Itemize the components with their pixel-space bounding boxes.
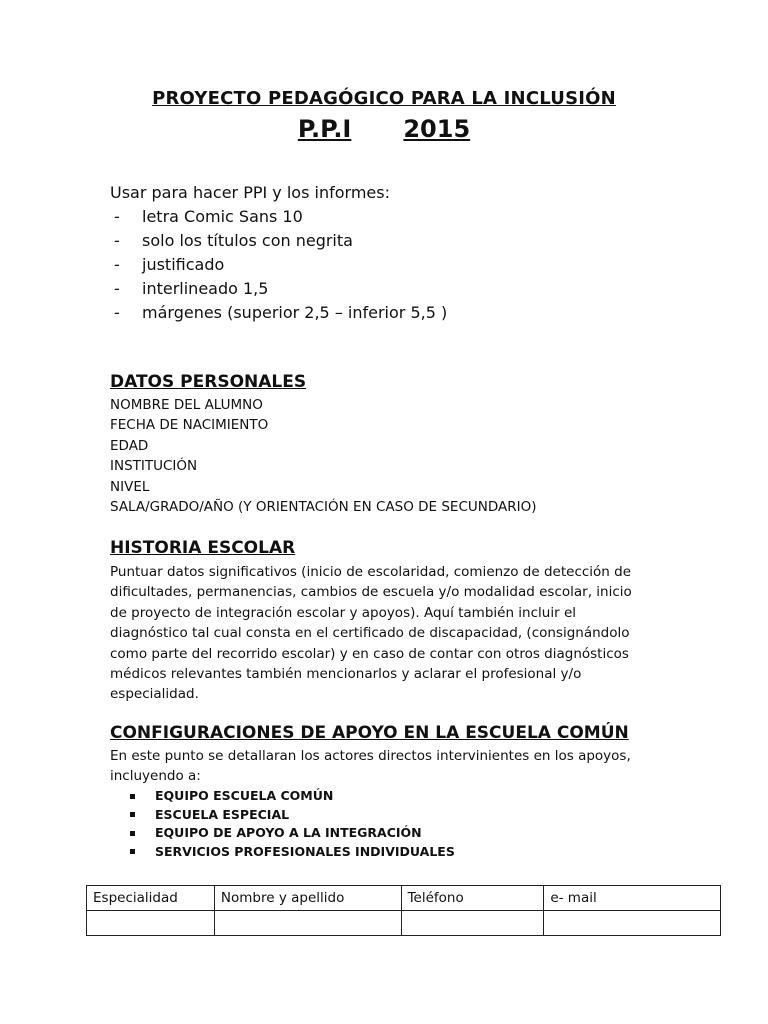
professionals-table: [86, 885, 721, 936]
field-label: INSTITUCIÓN: [110, 458, 198, 475]
bullet-square-icon: [130, 812, 135, 817]
list-item: - interlineado 1,5: [114, 279, 269, 298]
column-header-nombre: Nombre y apellido: [214, 886, 401, 911]
datos-personales-fields: [110, 395, 537, 517]
bullet-square-icon: [130, 794, 135, 799]
table-cell: [401, 911, 544, 936]
table-cell: [87, 911, 215, 936]
field-label: NIVEL: [110, 478, 150, 495]
table-cell: [544, 911, 721, 936]
format-instructions: [110, 181, 447, 325]
bullet-square-icon: [130, 831, 135, 836]
list-item: - justificado: [114, 255, 225, 274]
section-heading-historia-escolar: HISTORIA ESCOLAR: [110, 538, 296, 558]
historia-escolar-text: Puntuar datos significativos (inicio de escolaridad, comienzo de detección de dificultades, permanencias, cambios de escuela y/o modalidad escolar, inicio de proyecto de integración escolar y apoyos). Aquí también incluir el diagnóstico tal cual consta en el certificado de discapacidad, (consignándolo como parte del recorrido escolar) y en caso de contar con otros diagnósticos médicos relevantes también mencionarlos y aclarar el profesional y/o especialidad.: [110, 564, 632, 703]
ppi-label: P.P.I: [297, 115, 352, 143]
table-header-row: [87, 886, 721, 911]
support-actors-list: [130, 787, 455, 861]
list-item: SERVICIOS PROFESIONALES INDIVIDUALES: [130, 843, 455, 862]
field-label: FECHA DE NACIMIENTO: [110, 417, 269, 434]
field-label: EDAD: [110, 437, 149, 454]
section-heading-datos-personales: DATOS PERSONALES: [110, 372, 307, 392]
column-header-especialidad: Especialidad: [87, 886, 215, 911]
instructions-lead: Usar para hacer PPI y los informes:: [110, 183, 390, 202]
list-item: - solo los títulos con negrita: [114, 231, 353, 250]
list-item: ESCUELA ESPECIAL: [130, 806, 455, 825]
section-heading-configuraciones: CONFIGURACIONES DE APOYO EN LA ESCUELA COMÚN: [110, 723, 629, 743]
bullet-square-icon: [130, 849, 135, 854]
table-cell: [214, 911, 401, 936]
instructions-list: [110, 205, 447, 325]
document-title: PROYECTO PEDAGÓGICO PARA LA INCLUSIÓN: [152, 88, 616, 109]
column-header-email: e- mail: [544, 886, 721, 911]
list-item: - letra Comic Sans 10: [114, 207, 303, 226]
field-label: SALA/GRADO/AÑO (Y ORIENTACIÓN EN CASO DE SECUNDARIO): [110, 499, 537, 516]
column-header-telefono: Teléfono: [401, 886, 544, 911]
year-label: 2015: [403, 115, 471, 143]
list-item: EQUIPO ESCUELA COMÚN: [130, 787, 455, 806]
document-subtitle: [0, 115, 768, 143]
list-item: EQUIPO DE APOYO A LA INTEGRACIÓN: [130, 824, 455, 843]
field-label: NOMBRE DEL ALUMNO: [110, 397, 263, 413]
table-row: [87, 911, 721, 936]
configuraciones-text: En este punto se detallaran los actores directos intervinientes en los apoyos, incluyendo a:: [110, 748, 631, 785]
list-item: - márgenes (superior 2,5 – inferior 5,5 ): [114, 303, 448, 322]
